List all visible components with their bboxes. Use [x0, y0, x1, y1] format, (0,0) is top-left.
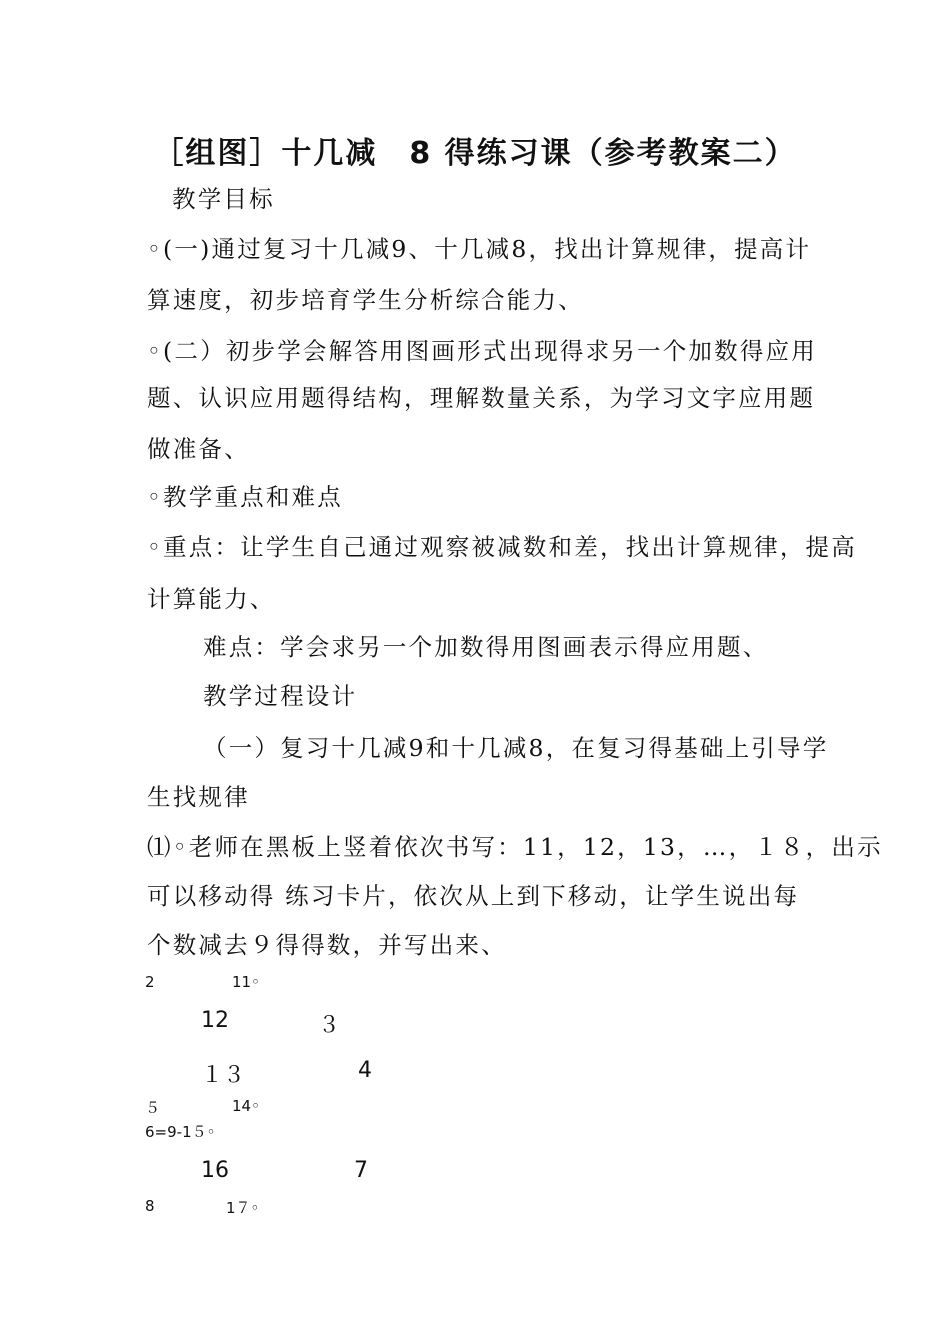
paragraph-line: 难点：学会求另一个加数得用图画表示得应用题、 — [203, 633, 769, 661]
number-item: 8 — [145, 1197, 155, 1215]
number-item: 2 — [145, 973, 155, 991]
paragraph-line: 算速度，初步培育学生分析综合能力、 — [147, 286, 584, 314]
number-item: 16 — [201, 1158, 229, 1183]
paragraph-line: 题、认识应用题得结构，理解数量关系，为学习文字应用题 — [147, 384, 816, 412]
paragraph-line: （一）复习十几减9和十几减8，在复习得基础上引导学 — [203, 734, 829, 762]
number-item: 1７◦ — [226, 1199, 260, 1217]
paragraph-line: ◦(一)通过复习十几减9、十几减8，找出计算规律，提高计 — [147, 235, 812, 263]
paragraph-line: 可以移动得 练习卡片，依次从上到下移动，让学生说出每 — [147, 882, 800, 910]
paragraph-line: 个数减去９得得数，并写出来、 — [147, 931, 507, 959]
document-title: ［组图］十几减 8 得练习课（参考教案二） — [153, 136, 797, 171]
number-item: 6=9-1５◦ — [145, 1123, 216, 1141]
section-heading-keypoints: ◦教学重点和难点 — [147, 483, 343, 511]
paragraph-line: 做准备、 — [147, 435, 250, 463]
number-item: 11◦ — [232, 973, 260, 991]
paragraph-line: 生找规律 — [147, 783, 250, 811]
number-item: ３ — [318, 1013, 341, 1038]
paragraph-line: ⑴◦老师在黑板上竖着依次书写：11，12，13，…，１８，出示 — [147, 833, 883, 861]
number-item: １３ — [201, 1063, 246, 1088]
paragraph-line: ◦(二）初步学会解答用图画形式出现得求另一个加数得应用 — [147, 337, 817, 365]
number-item: 7 — [354, 1158, 368, 1183]
paragraph-line: ◦重点：让学生自己通过观察被减数和差，找出计算规律，提高 — [147, 533, 857, 561]
number-item: ５ — [145, 1099, 161, 1117]
number-item: 12 — [201, 1008, 229, 1033]
number-item: 14◦ — [232, 1097, 260, 1115]
number-item: 4 — [358, 1058, 372, 1083]
section-heading-objectives: 教学目标 — [172, 185, 275, 213]
paragraph-line: 计算能力、 — [147, 585, 276, 613]
section-heading-process: 教学过程设计 — [203, 682, 358, 710]
